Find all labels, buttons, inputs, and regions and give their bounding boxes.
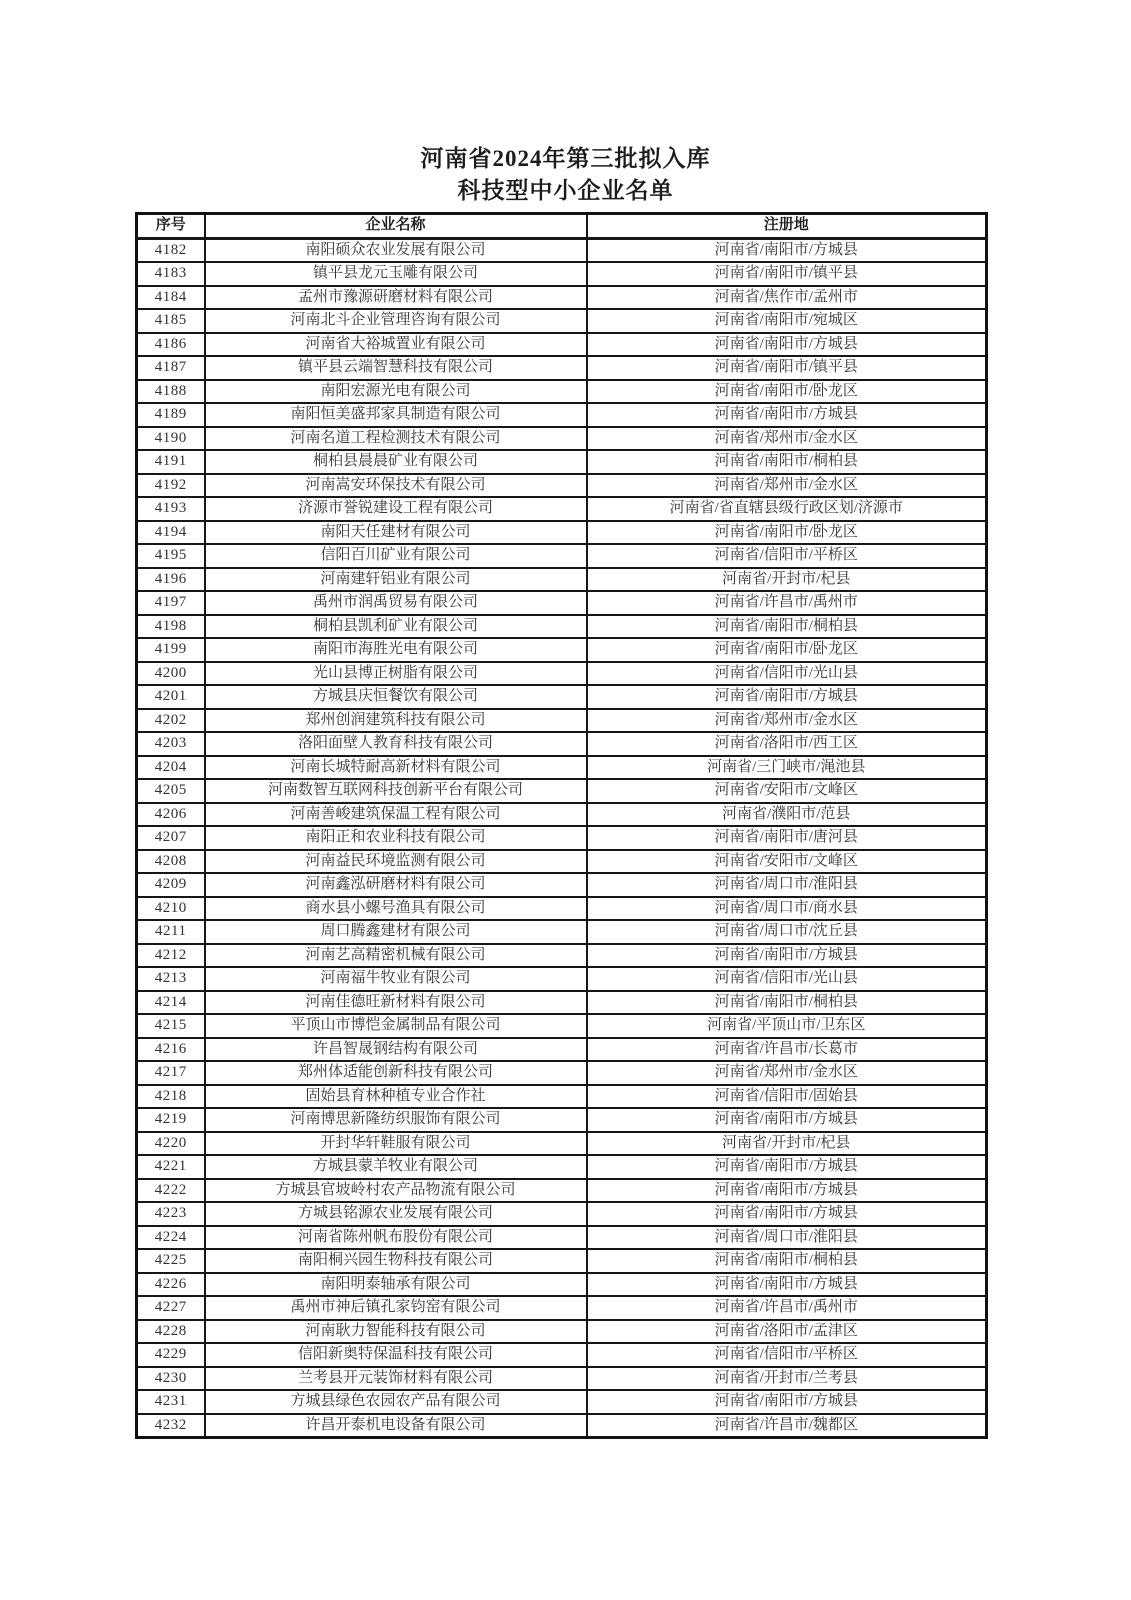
row-index-cell: 4221 bbox=[137, 1155, 205, 1179]
table-row bbox=[137, 850, 987, 874]
row-index-cell: 4199 bbox=[137, 638, 205, 662]
table-row bbox=[137, 591, 987, 615]
company-name-cell: 周口腾鑫建材有限公司 bbox=[205, 920, 587, 944]
document-title bbox=[0, 143, 1131, 207]
company-name-cell: 固始县育林种植专业合作社 bbox=[205, 1085, 587, 1109]
company-roster-table bbox=[135, 212, 988, 1439]
registration-cell: 河南省/南阳市/桐柏县 bbox=[587, 615, 987, 639]
table-row bbox=[137, 309, 987, 333]
row-index-cell: 4226 bbox=[137, 1273, 205, 1297]
registration-cell: 河南省/南阳市/方城县 bbox=[587, 1390, 987, 1414]
company-name-cell: 镇平县龙元玉雕有限公司 bbox=[205, 262, 587, 286]
row-index-cell: 4201 bbox=[137, 685, 205, 709]
registration-cell: 河南省/南阳市/方城县 bbox=[587, 1179, 987, 1203]
company-name-cell: 河南佳德旺新材料有限公司 bbox=[205, 991, 587, 1015]
registration-cell: 河南省/三门峡市/渑池县 bbox=[587, 756, 987, 780]
company-name-cell: 方城县绿色农园农产品有限公司 bbox=[205, 1390, 587, 1414]
company-name-cell: 河南长城特耐高新材料有限公司 bbox=[205, 756, 587, 780]
row-index-cell: 4202 bbox=[137, 709, 205, 733]
row-index-cell: 4223 bbox=[137, 1202, 205, 1226]
table-row bbox=[137, 1132, 987, 1156]
row-index-cell: 4182 bbox=[137, 238, 205, 262]
company-name-cell: 桐柏县晨晨矿业有限公司 bbox=[205, 450, 587, 474]
table-row bbox=[137, 262, 987, 286]
company-name-cell: 信阳百川矿业有限公司 bbox=[205, 544, 587, 568]
company-name-cell: 南阳桐兴园生物科技有限公司 bbox=[205, 1249, 587, 1273]
company-name-cell: 河南益民环境监测有限公司 bbox=[205, 850, 587, 874]
row-index-cell: 4232 bbox=[137, 1414, 205, 1438]
header-registration: 注册地 bbox=[587, 214, 987, 239]
table-row bbox=[137, 1390, 987, 1414]
row-index-cell: 4192 bbox=[137, 474, 205, 498]
row-index-cell: 4200 bbox=[137, 662, 205, 686]
table-row bbox=[137, 897, 987, 921]
table-row bbox=[137, 709, 987, 733]
company-name-cell: 开封华轩鞋服有限公司 bbox=[205, 1132, 587, 1156]
registration-cell: 河南省/南阳市/唐河县 bbox=[587, 826, 987, 850]
row-index-cell: 4198 bbox=[137, 615, 205, 639]
registration-cell: 河南省/信阳市/平桥区 bbox=[587, 1343, 987, 1367]
company-name-cell: 信阳新奥特保温科技有限公司 bbox=[205, 1343, 587, 1367]
company-name-cell: 河南名道工程检测技术有限公司 bbox=[205, 427, 587, 451]
row-index-cell: 4215 bbox=[137, 1014, 205, 1038]
row-index-cell: 4209 bbox=[137, 873, 205, 897]
row-index-cell: 4217 bbox=[137, 1061, 205, 1085]
table-row bbox=[137, 803, 987, 827]
registration-cell: 河南省/南阳市/方城县 bbox=[587, 1108, 987, 1132]
table-row bbox=[137, 1108, 987, 1132]
row-index-cell: 4187 bbox=[137, 356, 205, 380]
registration-cell: 河南省/南阳市/方城县 bbox=[587, 1202, 987, 1226]
row-index-cell: 4194 bbox=[137, 521, 205, 545]
row-index-cell: 4224 bbox=[137, 1226, 205, 1250]
table-row bbox=[137, 238, 987, 262]
row-index-cell: 4190 bbox=[137, 427, 205, 451]
row-index-cell: 4204 bbox=[137, 756, 205, 780]
company-name-cell: 洛阳面壁人教育科技有限公司 bbox=[205, 732, 587, 756]
company-name-cell: 河南博思新隆纺织服饰有限公司 bbox=[205, 1108, 587, 1132]
row-index-cell: 4184 bbox=[137, 286, 205, 310]
registration-cell: 河南省/郑州市/金水区 bbox=[587, 1061, 987, 1085]
row-index-cell: 4191 bbox=[137, 450, 205, 474]
company-name-cell: 方城县庆恒餐饮有限公司 bbox=[205, 685, 587, 709]
company-name-cell: 河南省大裕城置业有限公司 bbox=[205, 333, 587, 357]
row-index-cell: 4231 bbox=[137, 1390, 205, 1414]
company-name-cell: 方城县铭源农业发展有限公司 bbox=[205, 1202, 587, 1226]
company-name-cell: 郑州体适能创新科技有限公司 bbox=[205, 1061, 587, 1085]
company-name-cell: 河南耿力智能科技有限公司 bbox=[205, 1320, 587, 1344]
registration-cell: 河南省/南阳市/卧龙区 bbox=[587, 638, 987, 662]
company-name-cell: 镇平县云端智慧科技有限公司 bbox=[205, 356, 587, 380]
table-row bbox=[137, 286, 987, 310]
company-name-cell: 南阳市海胜光电有限公司 bbox=[205, 638, 587, 662]
company-name-cell: 方城县蒙羊牧业有限公司 bbox=[205, 1155, 587, 1179]
table-row bbox=[137, 544, 987, 568]
table-row bbox=[137, 779, 987, 803]
table-row bbox=[137, 333, 987, 357]
company-name-cell: 许昌智晟钢结构有限公司 bbox=[205, 1038, 587, 1062]
table-row bbox=[137, 638, 987, 662]
company-name-cell: 济源市誉锐建设工程有限公司 bbox=[205, 497, 587, 521]
row-index-cell: 4216 bbox=[137, 1038, 205, 1062]
registration-cell: 河南省/南阳市/方城县 bbox=[587, 333, 987, 357]
table-row bbox=[137, 427, 987, 451]
company-name-cell: 河南福牛牧业有限公司 bbox=[205, 967, 587, 991]
registration-cell: 河南省/开封市/杞县 bbox=[587, 1132, 987, 1156]
table-row bbox=[137, 756, 987, 780]
row-index-cell: 4203 bbox=[137, 732, 205, 756]
row-index-cell: 4206 bbox=[137, 803, 205, 827]
table-row bbox=[137, 1155, 987, 1179]
table-row bbox=[137, 920, 987, 944]
table-row bbox=[137, 967, 987, 991]
table-row bbox=[137, 991, 987, 1015]
company-name-cell: 方城县官坡岭村农产品物流有限公司 bbox=[205, 1179, 587, 1203]
table-row bbox=[137, 1014, 987, 1038]
table-row bbox=[137, 615, 987, 639]
table-row bbox=[137, 944, 987, 968]
row-index-cell: 4230 bbox=[137, 1367, 205, 1391]
table-body bbox=[137, 238, 987, 1438]
table-row bbox=[137, 873, 987, 897]
row-index-cell: 4197 bbox=[137, 591, 205, 615]
table-row bbox=[137, 1061, 987, 1085]
table-row bbox=[137, 1038, 987, 1062]
company-name-cell: 南阳明泰轴承有限公司 bbox=[205, 1273, 587, 1297]
row-index-cell: 4193 bbox=[137, 497, 205, 521]
registration-cell: 河南省/许昌市/禹州市 bbox=[587, 591, 987, 615]
table-row bbox=[137, 1367, 987, 1391]
registration-cell: 河南省/洛阳市/西工区 bbox=[587, 732, 987, 756]
registration-cell: 河南省/南阳市/方城县 bbox=[587, 403, 987, 427]
row-index-cell: 4207 bbox=[137, 826, 205, 850]
company-name-cell: 南阳硕众农业发展有限公司 bbox=[205, 238, 587, 262]
table-row bbox=[137, 568, 987, 592]
table-row bbox=[137, 450, 987, 474]
table-row bbox=[137, 732, 987, 756]
row-index-cell: 4205 bbox=[137, 779, 205, 803]
table-row bbox=[137, 1226, 987, 1250]
registration-cell: 河南省/南阳市/桐柏县 bbox=[587, 1249, 987, 1273]
row-index-cell: 4228 bbox=[137, 1320, 205, 1344]
table-row bbox=[137, 1202, 987, 1226]
company-name-cell: 兰考县开元装饰材料有限公司 bbox=[205, 1367, 587, 1391]
company-name-cell: 河南北斗企业管理咨询有限公司 bbox=[205, 309, 587, 333]
company-name-cell: 南阳恒美盛邦家具制造有限公司 bbox=[205, 403, 587, 427]
row-index-cell: 4210 bbox=[137, 897, 205, 921]
table-row bbox=[137, 1273, 987, 1297]
registration-cell: 河南省/信阳市/光山县 bbox=[587, 967, 987, 991]
row-index-cell: 4208 bbox=[137, 850, 205, 874]
title-line-1: 河南省2024年第三批拟入库 bbox=[420, 146, 711, 171]
title-line-2: 科技型中小企业名单 bbox=[457, 178, 674, 203]
table-row bbox=[137, 1085, 987, 1109]
table-row bbox=[137, 1343, 987, 1367]
table-row bbox=[137, 356, 987, 380]
registration-cell: 河南省/焦作市/孟州市 bbox=[587, 286, 987, 310]
registration-cell: 河南省/南阳市/方城县 bbox=[587, 685, 987, 709]
company-name-cell: 商水县小螺号渔具有限公司 bbox=[205, 897, 587, 921]
row-index-cell: 4213 bbox=[137, 967, 205, 991]
registration-cell: 河南省/郑州市/金水区 bbox=[587, 427, 987, 451]
company-name-cell: 禹州市神后镇孔家钧窑有限公司 bbox=[205, 1296, 587, 1320]
registration-cell: 河南省/南阳市/卧龙区 bbox=[587, 380, 987, 404]
company-name-cell: 河南善峻建筑保温工程有限公司 bbox=[205, 803, 587, 827]
company-name-cell: 南阳宏源光电有限公司 bbox=[205, 380, 587, 404]
registration-cell: 河南省/南阳市/方城县 bbox=[587, 1155, 987, 1179]
table-header bbox=[137, 214, 987, 239]
row-index-cell: 4211 bbox=[137, 920, 205, 944]
registration-cell: 河南省/平顶山市/卫东区 bbox=[587, 1014, 987, 1038]
row-index-cell: 4220 bbox=[137, 1132, 205, 1156]
table-row bbox=[137, 403, 987, 427]
header-row bbox=[137, 214, 987, 239]
company-name-cell: 河南艺高精密机械有限公司 bbox=[205, 944, 587, 968]
row-index-cell: 4212 bbox=[137, 944, 205, 968]
table-row bbox=[137, 521, 987, 545]
registration-cell: 河南省/南阳市/方城县 bbox=[587, 944, 987, 968]
company-name-cell: 河南数智互联网科技创新平台有限公司 bbox=[205, 779, 587, 803]
company-name-cell: 南阳正和农业科技有限公司 bbox=[205, 826, 587, 850]
company-name-cell: 平顶山市博恺金属制品有限公司 bbox=[205, 1014, 587, 1038]
row-index-cell: 4183 bbox=[137, 262, 205, 286]
table-row bbox=[137, 1414, 987, 1438]
registration-cell: 河南省/周口市/淮阳县 bbox=[587, 1226, 987, 1250]
registration-cell: 河南省/许昌市/魏都区 bbox=[587, 1414, 987, 1438]
row-index-cell: 4189 bbox=[137, 403, 205, 427]
registration-cell: 河南省/南阳市/方城县 bbox=[587, 238, 987, 262]
registration-cell: 河南省/周口市/淮阳县 bbox=[587, 873, 987, 897]
row-index-cell: 4219 bbox=[137, 1108, 205, 1132]
row-index-cell: 4227 bbox=[137, 1296, 205, 1320]
registration-cell: 河南省/省直辖县级行政区划/济源市 bbox=[587, 497, 987, 521]
registration-cell: 河南省/郑州市/金水区 bbox=[587, 709, 987, 733]
registration-cell: 河南省/南阳市/宛城区 bbox=[587, 309, 987, 333]
registration-cell: 河南省/安阳市/文峰区 bbox=[587, 850, 987, 874]
registration-cell: 河南省/南阳市/方城县 bbox=[587, 1273, 987, 1297]
registration-cell: 河南省/南阳市/卧龙区 bbox=[587, 521, 987, 545]
company-name-cell: 南阳天任建材有限公司 bbox=[205, 521, 587, 545]
row-index-cell: 4186 bbox=[137, 333, 205, 357]
registration-cell: 河南省/开封市/兰考县 bbox=[587, 1367, 987, 1391]
table-row bbox=[137, 662, 987, 686]
row-index-cell: 4222 bbox=[137, 1179, 205, 1203]
row-index-cell: 4195 bbox=[137, 544, 205, 568]
registration-cell: 河南省/周口市/商水县 bbox=[587, 897, 987, 921]
table-row bbox=[137, 1320, 987, 1344]
table-row bbox=[137, 380, 987, 404]
row-index-cell: 4225 bbox=[137, 1249, 205, 1273]
company-name-cell: 郑州创润建筑科技有限公司 bbox=[205, 709, 587, 733]
registration-cell: 河南省/南阳市/镇平县 bbox=[587, 262, 987, 286]
row-index-cell: 4229 bbox=[137, 1343, 205, 1367]
table-row bbox=[137, 685, 987, 709]
row-index-cell: 4188 bbox=[137, 380, 205, 404]
company-name-cell: 河南省陈州帆布股份有限公司 bbox=[205, 1226, 587, 1250]
company-name-cell: 禹州市润禹贸易有限公司 bbox=[205, 591, 587, 615]
registration-cell: 河南省/南阳市/镇平县 bbox=[587, 356, 987, 380]
company-name-cell: 光山县博正树脂有限公司 bbox=[205, 662, 587, 686]
registration-cell: 河南省/郑州市/金水区 bbox=[587, 474, 987, 498]
company-name-cell: 许昌开泰机电设备有限公司 bbox=[205, 1414, 587, 1438]
header-company-name: 企业名称 bbox=[205, 214, 587, 239]
company-name-cell: 河南建轩铝业有限公司 bbox=[205, 568, 587, 592]
registration-cell: 河南省/周口市/沈丘县 bbox=[587, 920, 987, 944]
company-name-cell: 桐柏县凯利矿业有限公司 bbox=[205, 615, 587, 639]
table-row bbox=[137, 1296, 987, 1320]
registration-cell: 河南省/信阳市/固始县 bbox=[587, 1085, 987, 1109]
registration-cell: 河南省/许昌市/长葛市 bbox=[587, 1038, 987, 1062]
company-name-cell: 河南嵩安环保技术有限公司 bbox=[205, 474, 587, 498]
row-index-cell: 4214 bbox=[137, 991, 205, 1015]
row-index-cell: 4185 bbox=[137, 309, 205, 333]
table-row bbox=[137, 1179, 987, 1203]
registration-cell: 河南省/南阳市/桐柏县 bbox=[587, 991, 987, 1015]
registration-cell: 河南省/南阳市/桐柏县 bbox=[587, 450, 987, 474]
registration-cell: 河南省/安阳市/文峰区 bbox=[587, 779, 987, 803]
registration-cell: 河南省/信阳市/平桥区 bbox=[587, 544, 987, 568]
company-name-cell: 河南鑫泓研磨材料有限公司 bbox=[205, 873, 587, 897]
table-row bbox=[137, 474, 987, 498]
registration-cell: 河南省/开封市/杞县 bbox=[587, 568, 987, 592]
company-name-cell: 孟州市豫源研磨材料有限公司 bbox=[205, 286, 587, 310]
table-row bbox=[137, 497, 987, 521]
table-row bbox=[137, 826, 987, 850]
table-row bbox=[137, 1249, 987, 1273]
registration-cell: 河南省/洛阳市/孟津区 bbox=[587, 1320, 987, 1344]
row-index-cell: 4196 bbox=[137, 568, 205, 592]
registration-cell: 河南省/许昌市/禹州市 bbox=[587, 1296, 987, 1320]
registration-cell: 河南省/信阳市/光山县 bbox=[587, 662, 987, 686]
row-index-cell: 4218 bbox=[137, 1085, 205, 1109]
header-index: 序号 bbox=[137, 214, 205, 239]
registration-cell: 河南省/濮阳市/范县 bbox=[587, 803, 987, 827]
